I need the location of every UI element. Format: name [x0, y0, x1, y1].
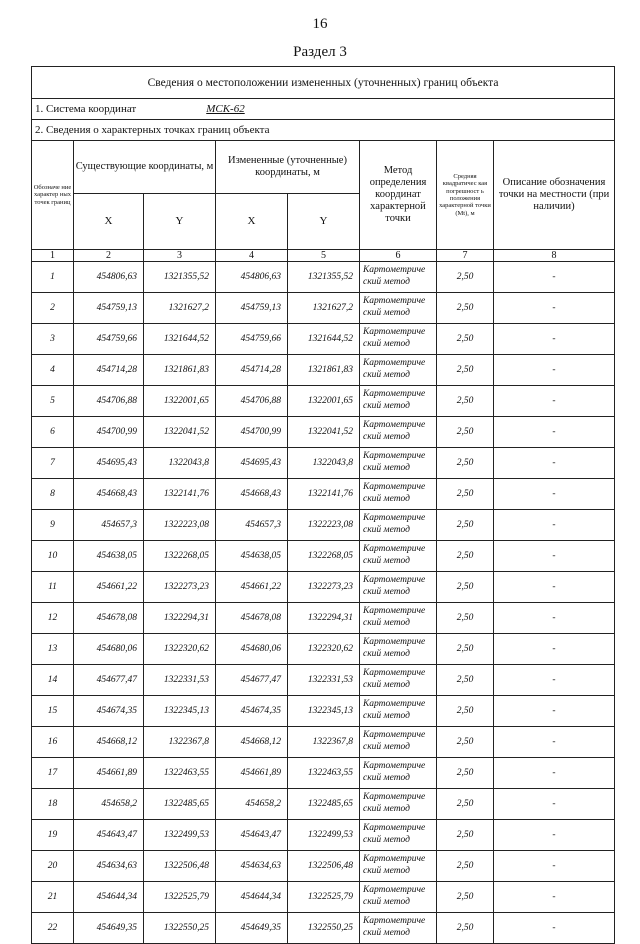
- changed-x-cell: 454695,43: [216, 448, 288, 479]
- changed-y-cell: 1322320,62: [288, 634, 360, 665]
- description-cell: -: [494, 789, 615, 820]
- existing-x-cell: 454668,43: [74, 479, 144, 510]
- table-row: [32, 603, 615, 634]
- description-cell: -: [494, 634, 615, 665]
- changed-x-cell: 454678,08: [216, 603, 288, 634]
- point-number-cell: 3: [32, 324, 74, 355]
- point-number-cell: 9: [32, 510, 74, 541]
- accuracy-cell: 2,50: [437, 541, 494, 572]
- changed-x-cell: 454668,12: [216, 727, 288, 758]
- table-row: [32, 479, 615, 510]
- accuracy-cell: 2,50: [437, 417, 494, 448]
- point-number-cell: 6: [32, 417, 74, 448]
- header-description: Описание обозначения точки на местности (при наличии): [494, 141, 615, 250]
- point-number-cell: 8: [32, 479, 74, 510]
- changed-y-cell: 1322499,53: [288, 820, 360, 851]
- description-cell: -: [494, 758, 615, 789]
- changed-y-cell: 1321861,83: [288, 355, 360, 386]
- changed-y-cell: 1322506,48: [288, 851, 360, 882]
- changed-y-cell: 1322367,8: [288, 727, 360, 758]
- table-row: [32, 448, 615, 479]
- changed-y-cell: 1322550,25: [288, 913, 360, 944]
- changed-x-cell: 454706,88: [216, 386, 288, 417]
- table-row: [32, 696, 615, 727]
- table-row: [32, 727, 615, 758]
- changed-x-cell: 454759,66: [216, 324, 288, 355]
- point-number-cell: 11: [32, 572, 74, 603]
- point-number-cell: 22: [32, 913, 74, 944]
- existing-x-cell: 454680,06: [74, 634, 144, 665]
- column-number: 4: [216, 250, 288, 262]
- point-number-cell: 2: [32, 293, 74, 324]
- description-cell: -: [494, 913, 615, 944]
- method-cell: Картометриче ский метод: [360, 479, 437, 510]
- changed-x-cell: 454661,22: [216, 572, 288, 603]
- method-cell: Картометриче ский метод: [360, 417, 437, 448]
- changed-x-cell: 454700,99: [216, 417, 288, 448]
- changed-y-cell: 1321644,52: [288, 324, 360, 355]
- header-existing-x: X: [74, 194, 144, 250]
- method-cell: Картометриче ский метод: [360, 541, 437, 572]
- changed-y-cell: 1322525,79: [288, 882, 360, 913]
- accuracy-cell: 2,50: [437, 851, 494, 882]
- table-banner: Сведения о местоположении измененных (уточненных) границ объекта: [32, 67, 615, 99]
- method-cell: Картометриче ский метод: [360, 851, 437, 882]
- method-cell: Картометриче ский метод: [360, 665, 437, 696]
- existing-y-cell: 1322345,13: [144, 696, 216, 727]
- changed-y-cell: 1322273,23: [288, 572, 360, 603]
- point-number-cell: 15: [32, 696, 74, 727]
- method-cell: Картометриче ский метод: [360, 913, 437, 944]
- existing-x-cell: 454661,89: [74, 758, 144, 789]
- header-existing: Существующие координаты, м: [74, 141, 216, 194]
- accuracy-cell: 2,50: [437, 634, 494, 665]
- existing-y-cell: 1322294,31: [144, 603, 216, 634]
- description-cell: -: [494, 479, 615, 510]
- table-row: [32, 417, 615, 448]
- point-number-cell: 4: [32, 355, 74, 386]
- accuracy-cell: 2,50: [437, 789, 494, 820]
- method-cell: Картометриче ский метод: [360, 448, 437, 479]
- existing-y-cell: 1322223,08: [144, 510, 216, 541]
- method-cell: Картометриче ский метод: [360, 386, 437, 417]
- existing-x-cell: 454678,08: [74, 603, 144, 634]
- table-row: [32, 665, 615, 696]
- method-cell: Картометриче ский метод: [360, 882, 437, 913]
- header-changed-x: X: [216, 194, 288, 250]
- header-changed: Измененные (уточненные) координаты, м: [216, 141, 360, 194]
- accuracy-cell: 2,50: [437, 324, 494, 355]
- existing-x-cell: 454657,3: [74, 510, 144, 541]
- description-cell: -: [494, 293, 615, 324]
- accuracy-cell: 2,50: [437, 603, 494, 634]
- description-cell: -: [494, 882, 615, 913]
- accuracy-cell: 2,50: [437, 665, 494, 696]
- changed-y-cell: 1321627,2: [288, 293, 360, 324]
- table-row: [32, 541, 615, 572]
- description-cell: -: [494, 603, 615, 634]
- method-cell: Картометриче ский метод: [360, 262, 437, 293]
- changed-x-cell: 454661,89: [216, 758, 288, 789]
- changed-x-cell: 454649,35: [216, 913, 288, 944]
- accuracy-cell: 2,50: [437, 386, 494, 417]
- changed-y-cell: 1322223,08: [288, 510, 360, 541]
- description-cell: -: [494, 510, 615, 541]
- table-row: [32, 293, 615, 324]
- changed-y-cell: 1322331,53: [288, 665, 360, 696]
- changed-y-cell: 1322345,13: [288, 696, 360, 727]
- coord-system-row: [32, 99, 615, 120]
- changed-y-cell: 1322043,8: [288, 448, 360, 479]
- method-cell: Картометриче ский метод: [360, 727, 437, 758]
- table-row: [32, 355, 615, 386]
- point-number-cell: 10: [32, 541, 74, 572]
- page-number: 16: [312, 16, 328, 32]
- existing-y-cell: 1322320,62: [144, 634, 216, 665]
- header-changed-y: Y: [288, 194, 360, 250]
- existing-x-cell: 454714,28: [74, 355, 144, 386]
- table-row: [32, 851, 615, 882]
- changed-x-cell: 454668,43: [216, 479, 288, 510]
- description-cell: -: [494, 386, 615, 417]
- changed-y-cell: 1322141,76: [288, 479, 360, 510]
- existing-x-cell: 454643,47: [74, 820, 144, 851]
- existing-x-cell: 454661,22: [74, 572, 144, 603]
- accuracy-cell: 2,50: [437, 355, 494, 386]
- existing-y-cell: 1322463,55: [144, 758, 216, 789]
- changed-y-cell: 1322463,55: [288, 758, 360, 789]
- changed-y-cell: 1322294,31: [288, 603, 360, 634]
- changed-x-cell: 454806,63: [216, 262, 288, 293]
- column-number: 6: [360, 250, 437, 262]
- existing-y-cell: 1322043,8: [144, 448, 216, 479]
- method-cell: Картометриче ский метод: [360, 603, 437, 634]
- point-number-cell: 16: [32, 727, 74, 758]
- table-row: [32, 324, 615, 355]
- point-number-cell: 12: [32, 603, 74, 634]
- section-title: Раздел 3: [293, 44, 347, 60]
- existing-x-cell: 454759,13: [74, 293, 144, 324]
- changed-x-cell: 454643,47: [216, 820, 288, 851]
- coord-system-value: МСК-62: [206, 103, 245, 115]
- method-cell: Картометриче ский метод: [360, 355, 437, 386]
- changed-y-cell: 1322268,05: [288, 541, 360, 572]
- existing-x-cell: 454677,47: [74, 665, 144, 696]
- table-row: [32, 882, 615, 913]
- column-number: 1: [32, 250, 74, 262]
- changed-x-cell: 454634,63: [216, 851, 288, 882]
- changed-x-cell: 454657,3: [216, 510, 288, 541]
- table-row: [32, 386, 615, 417]
- method-cell: Картометриче ский метод: [360, 572, 437, 603]
- description-cell: -: [494, 262, 615, 293]
- changed-y-cell: 1322001,65: [288, 386, 360, 417]
- existing-x-cell: 454759,66: [74, 324, 144, 355]
- table-row: [32, 572, 615, 603]
- accuracy-cell: 2,50: [437, 882, 494, 913]
- changed-x-cell: 454638,05: [216, 541, 288, 572]
- column-number: 3: [144, 250, 216, 262]
- method-cell: Картометриче ский метод: [360, 820, 437, 851]
- changed-x-cell: 454674,35: [216, 696, 288, 727]
- table-row: [32, 820, 615, 851]
- existing-y-cell: 1322525,79: [144, 882, 216, 913]
- header-designation: Обозначе ние характер ных точек границ: [32, 141, 74, 250]
- accuracy-cell: 2,50: [437, 479, 494, 510]
- existing-x-cell: 454706,88: [74, 386, 144, 417]
- method-cell: Картометриче ский метод: [360, 789, 437, 820]
- accuracy-cell: 2,50: [437, 820, 494, 851]
- points-heading: 2. Сведения о характерных точках границ объекта: [32, 120, 615, 141]
- existing-y-cell: 1322268,05: [144, 541, 216, 572]
- column-number: 8: [494, 250, 615, 262]
- existing-x-cell: 454700,99: [74, 417, 144, 448]
- coord-system-label: 1. Система координат: [35, 103, 137, 115]
- table-row: [32, 634, 615, 665]
- existing-y-cell: 1322550,25: [144, 913, 216, 944]
- point-number-cell: 7: [32, 448, 74, 479]
- description-cell: -: [494, 727, 615, 758]
- method-cell: Картометриче ский метод: [360, 293, 437, 324]
- column-numbers-row: [32, 250, 615, 262]
- existing-x-cell: 454806,63: [74, 262, 144, 293]
- accuracy-cell: 2,50: [437, 448, 494, 479]
- existing-y-cell: 1322506,48: [144, 851, 216, 882]
- description-cell: -: [494, 572, 615, 603]
- method-cell: Картометриче ский метод: [360, 510, 437, 541]
- changed-y-cell: 1321355,52: [288, 262, 360, 293]
- existing-x-cell: 454674,35: [74, 696, 144, 727]
- point-number-cell: 5: [32, 386, 74, 417]
- header-accuracy: Средняя квадратичес кая погрешност ь положения характерной точки (Mt), м: [437, 141, 494, 250]
- table-row: [32, 789, 615, 820]
- table-row: [32, 913, 615, 944]
- changed-y-cell: 1322485,65: [288, 789, 360, 820]
- boundary-points-table: [31, 66, 615, 944]
- method-cell: Картометриче ский метод: [360, 758, 437, 789]
- existing-x-cell: 454668,12: [74, 727, 144, 758]
- accuracy-cell: 2,50: [437, 727, 494, 758]
- existing-y-cell: 1322331,53: [144, 665, 216, 696]
- description-cell: -: [494, 324, 615, 355]
- method-cell: Картометриче ский метод: [360, 696, 437, 727]
- existing-y-cell: 1322485,65: [144, 789, 216, 820]
- existing-y-cell: 1321644,52: [144, 324, 216, 355]
- existing-x-cell: 454649,35: [74, 913, 144, 944]
- column-number: 2: [74, 250, 144, 262]
- changed-x-cell: 454644,34: [216, 882, 288, 913]
- description-cell: -: [494, 851, 615, 882]
- header-existing-y: Y: [144, 194, 216, 250]
- changed-x-cell: 454759,13: [216, 293, 288, 324]
- point-number-cell: 21: [32, 882, 74, 913]
- description-cell: -: [494, 448, 615, 479]
- existing-y-cell: 1322367,8: [144, 727, 216, 758]
- column-number: 7: [437, 250, 494, 262]
- point-number-cell: 20: [32, 851, 74, 882]
- accuracy-cell: 2,50: [437, 696, 494, 727]
- existing-x-cell: 454695,43: [74, 448, 144, 479]
- existing-x-cell: 454658,2: [74, 789, 144, 820]
- existing-y-cell: 1321355,52: [144, 262, 216, 293]
- existing-y-cell: 1322041,52: [144, 417, 216, 448]
- method-cell: Картометриче ский метод: [360, 634, 437, 665]
- changed-x-cell: 454677,47: [216, 665, 288, 696]
- existing-x-cell: 454638,05: [74, 541, 144, 572]
- table-row: [32, 510, 615, 541]
- changed-x-cell: 454658,2: [216, 789, 288, 820]
- header-method: Метод определения координат характерной точки: [360, 141, 437, 250]
- point-number-cell: 18: [32, 789, 74, 820]
- point-number-cell: 17: [32, 758, 74, 789]
- changed-y-cell: 1322041,52: [288, 417, 360, 448]
- table-row: [32, 262, 615, 293]
- description-cell: -: [494, 417, 615, 448]
- accuracy-cell: 2,50: [437, 510, 494, 541]
- description-cell: -: [494, 355, 615, 386]
- method-cell: Картометриче ский метод: [360, 324, 437, 355]
- description-cell: -: [494, 541, 615, 572]
- changed-x-cell: 454680,06: [216, 634, 288, 665]
- accuracy-cell: 2,50: [437, 293, 494, 324]
- existing-y-cell: 1321861,83: [144, 355, 216, 386]
- existing-y-cell: 1322001,65: [144, 386, 216, 417]
- existing-x-cell: 454634,63: [74, 851, 144, 882]
- existing-y-cell: 1321627,2: [144, 293, 216, 324]
- existing-y-cell: 1322141,76: [144, 479, 216, 510]
- accuracy-cell: 2,50: [437, 913, 494, 944]
- point-number-cell: 14: [32, 665, 74, 696]
- table-row: [32, 758, 615, 789]
- accuracy-cell: 2,50: [437, 758, 494, 789]
- existing-y-cell: 1322273,23: [144, 572, 216, 603]
- point-number-cell: 1: [32, 262, 74, 293]
- column-number: 5: [288, 250, 360, 262]
- description-cell: -: [494, 696, 615, 727]
- description-cell: -: [494, 820, 615, 851]
- description-cell: -: [494, 665, 615, 696]
- existing-y-cell: 1322499,53: [144, 820, 216, 851]
- existing-x-cell: 454644,34: [74, 882, 144, 913]
- accuracy-cell: 2,50: [437, 572, 494, 603]
- accuracy-cell: 2,50: [437, 262, 494, 293]
- point-number-cell: 19: [32, 820, 74, 851]
- changed-x-cell: 454714,28: [216, 355, 288, 386]
- point-number-cell: 13: [32, 634, 74, 665]
